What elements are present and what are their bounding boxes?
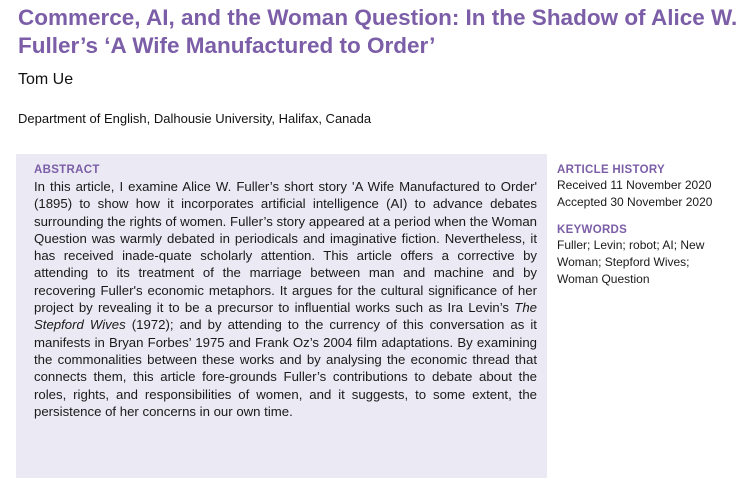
accepted-date: Accepted 30 November 2020	[557, 195, 713, 209]
article-history-section	[557, 163, 737, 211]
article-title: Commerce, AI, and the Woman Question: In the Shadow of Alice W. Fuller’s ‘A Wife Manufactured to Order’	[18, 5, 738, 58]
keywords-heading: KEYWORDS	[557, 224, 628, 236]
abstract-heading: ABSTRACT	[34, 164, 100, 176]
abstract-box	[16, 154, 547, 478]
abstract-text	[34, 178, 537, 420]
abstract-text-part-2: (1972); and by attending to the currency of this conversation as it manifests in Bryan Forbes’ 1975 and Frank Oz’s 2004 film adaptations. By examining the commonalities between these works and by analysing the economic thread that connects them, this article fore-grounds Fuller’s contributions to debate about the roles, rights, and responsibilities of women, and it suggests, to some extent, the persistence of her concerns in our own time.	[34, 317, 537, 419]
author-affiliation: Department of English, Dalhousie University, Halifax, Canada	[18, 111, 372, 126]
abstract-italic-title: The Stepford Wives	[34, 300, 537, 333]
received-date: Received 11 November 2020	[557, 178, 712, 192]
abstract-text-part-1: In this article, I examine Alice W. Fuller’s short story 'A Wife Manufactured to Order' (1895) to show how it incorporates artificial intelligence (AI) to advance debates surrounding the rights of women. Fuller’s story appeared at a period when the Woman Question was warmly debated in periodicals and imaginative fiction. Nevertheless, it has received inade-quate scholarly attention. This article offers a corrective by attending to its treatment of the marriage between man and machine and by recovering Fuller's economic metaphors. It argues for the cultural significance of her project by revealing it to be a precursor to influential works such as Ira Levin’s	[34, 179, 537, 316]
article-history-heading: ARTICLE HISTORY	[557, 164, 666, 176]
author-name: Tom Ue	[18, 71, 74, 88]
keywords-list: Fuller; Levin; robot; AI; New Woman; Stepford Wives; Woman Question	[557, 238, 705, 286]
keywords-section	[557, 223, 737, 288]
